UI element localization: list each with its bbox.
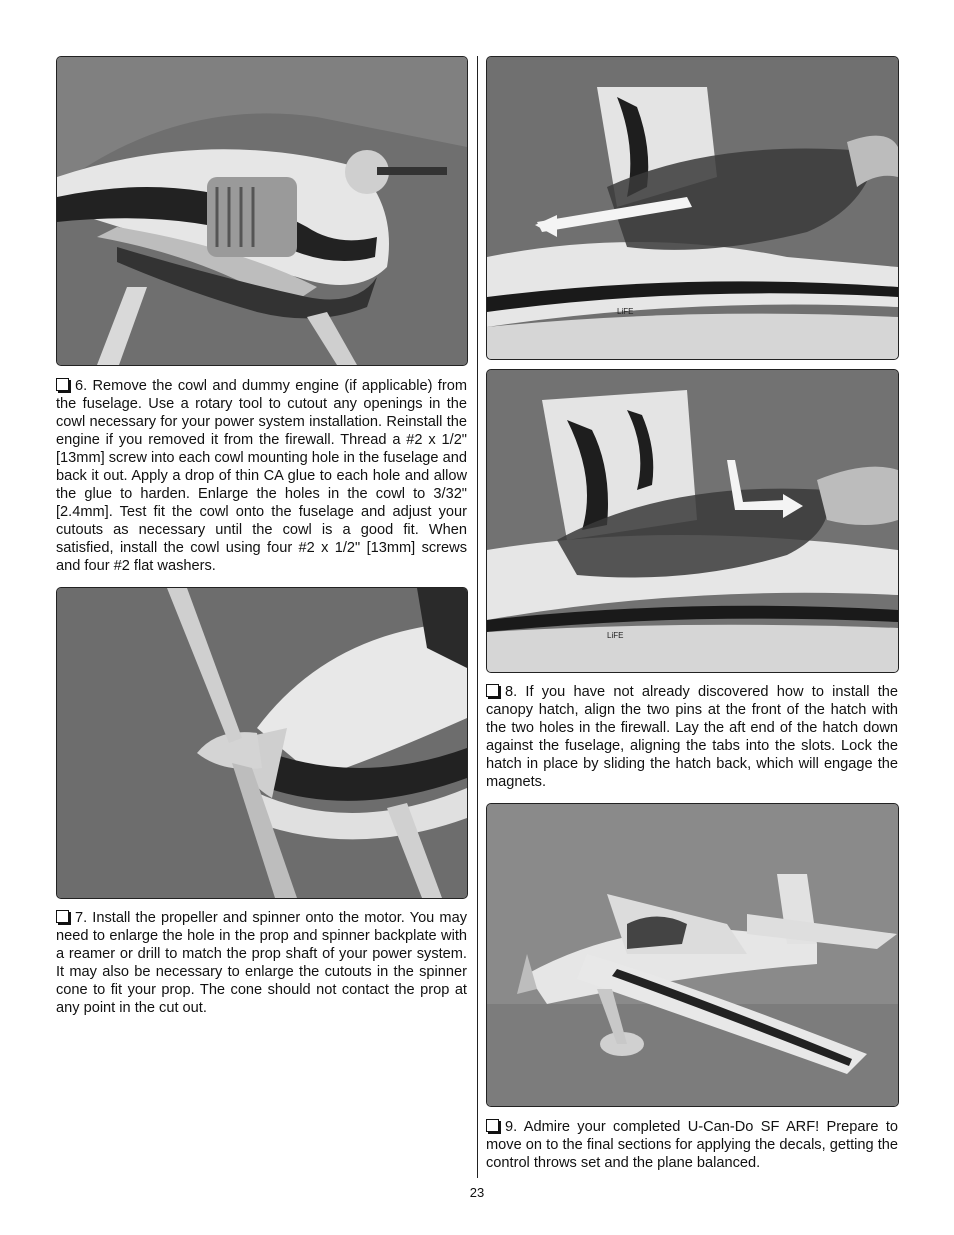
photo-propeller-spinner [56,587,468,899]
checkbox-icon[interactable] [56,910,69,923]
step-8-text [486,683,898,791]
photo-completed-airplane [486,803,899,1107]
step-7-text [56,909,467,1017]
step-9-body: 9. Admire your completed U-Can-Do SF ARF! Prepare to move on to the final sections for applying the decals, getting the control throws set and the plane balanced. [486,1119,898,1171]
fuselage-decal-2: LiFE [607,631,624,640]
column-divider [477,56,478,1178]
step-6-body: 6. Remove the cowl and dummy engine (if applicable) from the fuselage. Use a rotary tool to cutout any openings in the cowl necessary for your power system installation. Reinstall the engine if you removed it from the firewall. Thread a #2 x 1/2" [13mm] screw into each cowl mounting hole in the fuselage and back it out. Apply a drop of thin CA glue to each hole and allow the glue to harden. Enlarge the holes in the cowl to 3/32" [2.4mm]. Test fit the cowl onto the fuselage and adjust your cutouts as necessary until the cowl is a good fit. When satisfied, install the cowl using four #2 x 1/2" [13mm] screws and four #2 flat washers. [56,378,467,574]
photo-cowl-engine [56,56,468,366]
fuselage-decal-1: LiFE [617,307,634,316]
checkbox-icon[interactable] [486,1119,499,1132]
checkbox-icon[interactable] [56,378,69,391]
step-8-body: 8. If you have not already discovered how to install the canopy hatch, align the two pins at the front of the hatch with the two holes in the firewall. Lay the aft end of the hatch down against the fuselage, aligning the tabs into the slots. Lock the hatch in place by sliding the hatch back, which will engage the magnets. [486,684,898,790]
photo-canopy-hatch-1 [486,56,899,360]
step-6-text [56,377,467,575]
step-9-text [486,1118,898,1172]
step-7-body: 7. Install the propeller and spinner onto the motor. You may need to enlarge the hole in the prop and spinner backplate with a reamer or drill to match the prop shaft of your power system. It may also be necessary to enlarge the cutouts in the spinner cone to fit your prop. The cone should not contact the prop at any point in the cut out. [56,910,467,1016]
photo-canopy-hatch-2 [486,369,899,673]
checkbox-icon[interactable] [486,684,499,697]
page-number: 23 [469,1185,485,1200]
